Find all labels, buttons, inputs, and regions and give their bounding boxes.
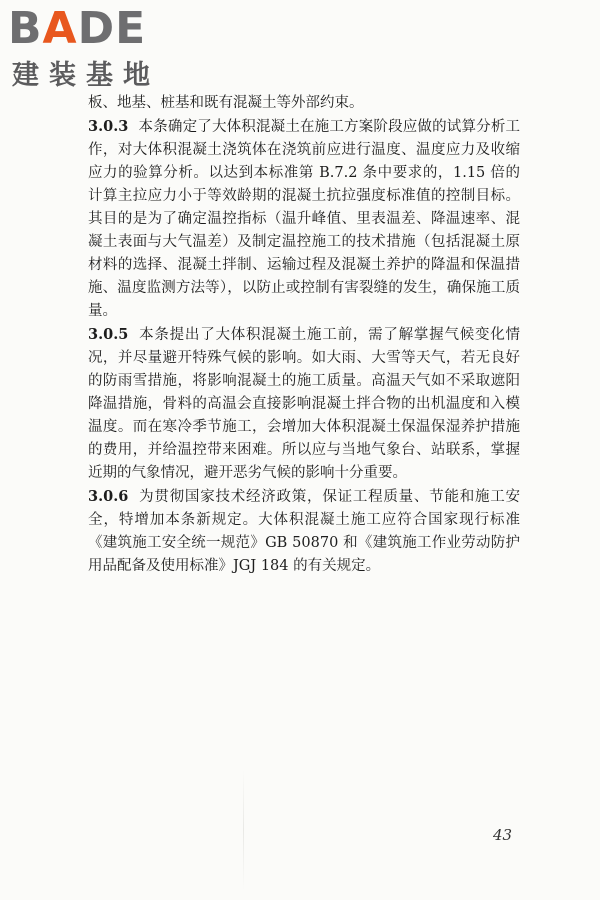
page-number: 43: [493, 826, 513, 844]
logo-letter-a-accent: A: [42, 3, 78, 54]
bade-logo: [8, 4, 178, 94]
clause-text: 本条提出了大体积混凝土施工前，需了解掌握气候变化情况，并尽量避开特殊气候的影响。如大雨、大雪等天气，若无良好的防雨雪措施，将影响混凝土的施工质量。高温天气如不采取遮阳降温措施，骨料的高温会直接影响混凝土拌合物的出机温度和入模温度。而在寒冷季节施工，会增加大体积混凝土保温保湿养护措施的费用，并给温控带来困难。所以应与当地气象台、站联系，掌握近期的气象情况，避开恶劣气候的影响十分重要。: [88, 327, 520, 481]
clause-3-0-6: [88, 485, 520, 578]
clause-3-0-3: [88, 115, 520, 323]
logo-letter-b: B: [8, 3, 43, 54]
clause-number: 3.0.5: [88, 326, 129, 343]
page-fold-shadow: [243, 770, 244, 890]
logo-subtitle: 建装基地: [12, 60, 160, 91]
logo-wordmark: [8, 4, 146, 54]
clause-3-0-5: [88, 323, 520, 485]
logo-letters-de: DE: [77, 3, 147, 54]
paragraph-continuation: [88, 92, 520, 115]
document-body: [88, 92, 520, 578]
clause-number: 3.0.3: [88, 118, 129, 135]
clause-text: 为贯彻国家技术经济政策，保证工程质量、节能和施工安全，特增加本条新规定。大体积混凝土施工应符合国家现行标准《建筑施工安全统一规范》GB 50870 和《建筑施工作业劳动防护用品配备及使用标准》JGJ 184 的有关规定。: [88, 489, 520, 574]
clause-number: 3.0.6: [88, 488, 129, 505]
clause-text: 本条确定了大体积混凝土在施工方案阶段应做的试算分析工作，对大体积混凝土浇筑体在浇筑前应进行温度、温度应力及收缩应力的验算分析。以达到本标准第 B.7.2 条中要求的，1.15 倍的计算主拉应力小于等效龄期的混凝土抗拉强度标准值的控制目标。其目的是为了确定温控指标（温升峰值、里表温差、降温速率、混凝土表面与大气温差）及制定温控施工的技术措施（包括混凝土原材料的选择、混凝土拌制、运输过程及混凝土养护的降温和保温措施、温度监测方法等），以防止或控制有害裂缝的发生，确保施工质量。: [88, 119, 520, 319]
paragraph-text: 板、地基、桩基和既有混凝土等外部约束。: [88, 95, 364, 111]
